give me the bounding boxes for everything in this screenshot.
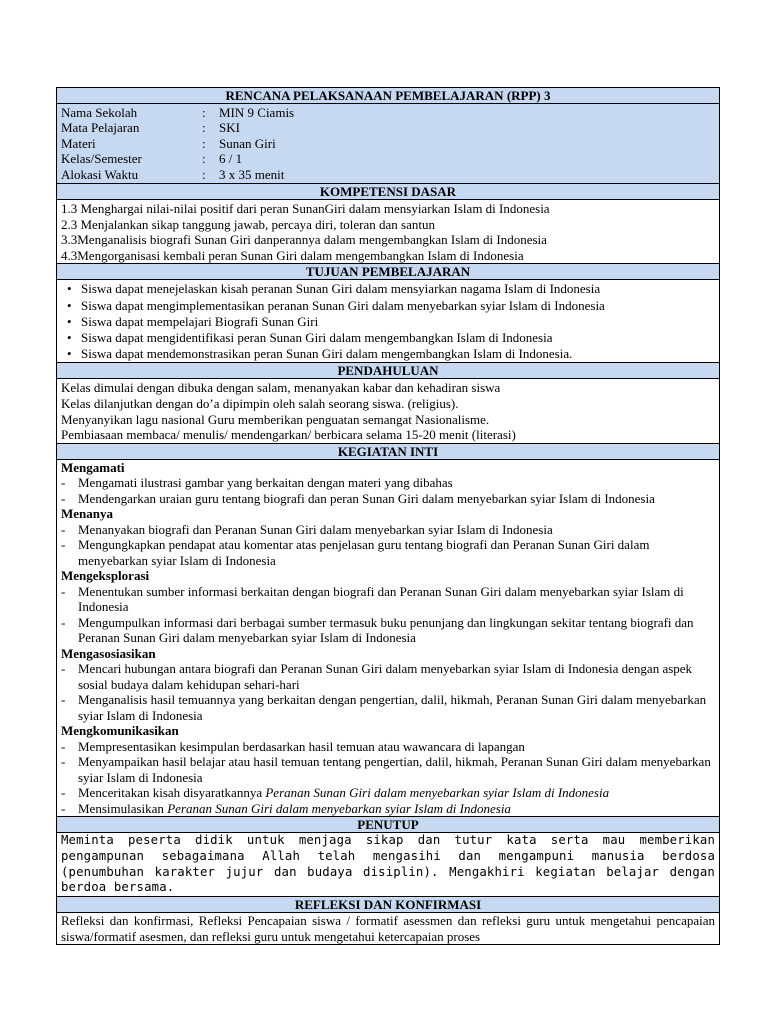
kd-item: 4.3Mengorganisasi kembali peran Sunan Giri dalam mengembangkan Islam di Indonesia [61,247,524,263]
list-item-text: Mengumpulkan informasi dari berbagai sumber termasuk buku penunjang dan lingkungan sekitar tentang biografi dan Peranan Sunan Giri dalam menyebarkan syiar Islam di Indonesia [78,614,694,646]
info-row-school [61,105,715,120]
pendahuluan-heading: PENDAHULUAN [57,363,719,379]
list-item: - Mempresentasikan kesimpulan berdasarkan hasil temuan atau wawancara di lapangan [61,739,715,755]
list-item-text: Menanyakan biografi dan Peranan Sunan Giri dalam menyebarkan syiar Islam di Indonesia [78,521,553,537]
list-item: • Siswa dapat mengimplementasikan peranan Sunan Giri dalam menyebarkan syiar Islam di Indonesia [61,298,715,314]
refleksi-text: Refleksi dan konfirmasi, Refleksi Pencapaian siswa / formatif asessmen dan refleksi guru untuk mengetahui pencapaian siswa/formatif asesmen, dan refleksi guru untuk mengetahui ketercapaian proses [57,913,719,945]
tujuan-heading: TUJUAN PEMBELAJARAN [57,264,719,280]
list-item-text: Menentukan sumber informasi berkaitan dengan biografi dan Peranan Sunan Giri dalam menyebarkan syiar Islam di Indonesia [78,583,684,615]
info-separator: : [202,166,206,182]
list-item: - Menganalisis hasil temuannya yang berkaitan dengan pengertian, dalil, hikmah, Peranan Sunan Giri dalam menyebarkan syiar Islam di Indonesia [61,692,715,723]
penutup-heading: PENUTUP [57,817,719,833]
kd-item: 3.3Menganalisis biografi Sunan Giri danperannya dalam mengembangkan Islam di Indonesia [61,232,547,248]
list-item-italic-text: Peranan Sunan Giri dalam menyebarkan syiar Islam di Indonesia [265,785,610,801]
info-separator: : [202,105,206,120]
list-item: • Siswa dapat mempelajari Biografi Sunan Giri [61,314,715,330]
info-label: Nama Sekolah [61,105,138,120]
info-label: Kelas/Semester [61,151,142,167]
subsection-title: Menanya [61,506,113,522]
info-separator: : [202,151,206,167]
list-item-text: Menganalisis hasil temuannya yang berkaitan dengan pengertian, dalil, hikmah, Peranan Sunan Giri dalam menyebarkan syiar Islam di Indonesia [78,692,707,723]
subsection-title: Mengkomunikasikan [61,723,179,739]
list-item-text: Mensimulasikan [78,800,168,816]
info-row-material [61,136,715,151]
list-item-italic-text: Peranan Sunan Giri dalam menyebarkan syiar Islam di Indonesia [167,800,511,816]
list-item: - Menanyakan biografi dan Peranan Sunan Giri dalam menyebarkan syiar Islam di Indonesia [61,522,715,538]
info-row-subject [61,120,715,135]
list-item: - Mengumpulkan informasi dari berbagai sumber termasuk buku penunjang dan lingkungan sekitar tentang biografi dan Peranan Sunan Giri dalam menyebarkan syiar Islam di Indonesia [61,615,715,646]
info-row-time [61,167,715,182]
pendahuluan-item: Kelas dimulai dengan dibuka dengan salam, menanyakan kabar dan kehadiran siswa [61,380,501,396]
info-separator: : [202,120,206,136]
list-item-text: Mengamati ilustrasi gambar yang berkaitan dengan materi yang dibahas [78,475,453,491]
list-item: • Siswa dapat mendemonstrasikan peran Sunan Giri dalam mengembangkan Islam di Indonesia. [61,346,715,362]
document-title: RENCANA PELAKSANAAN PEMBELAJARAN (RPP) 3 [57,88,719,104]
pendahuluan-item: Menyanyikan lagu nasional Guru memberikan penguatan semangat Nasionalisme. [61,411,490,427]
list-item: - Menceritakan kisah disyaratkannya Peranan Sunan Giri dalam menyebarkan syiar Islam di Indonesia [61,785,610,801]
list-item: - Menentukan sumber informasi berkaitan dengan biografi dan Peranan Sunan Giri dalam menyebarkan syiar Islam di Indonesia [61,584,715,615]
inti-section [57,460,719,818]
inti-heading: KEGIATAN INTI [57,444,719,460]
list-item: • Siswa dapat mengidentifikasi peran Sunan Giri dalam mengembangkan Islam di Indonesia [61,330,715,346]
info-label: Alokasi Waktu [61,166,139,182]
info-value: Sunan Giri [219,135,276,151]
info-value: SKI [219,120,240,136]
info-value: MIN 9 Ciamis [219,105,295,120]
list-item-text: Menceritakan kisah disyaratkannya [78,785,266,801]
tujuan-section [57,280,719,363]
list-item-text: Menyampaikan hasil belajar atau hasil temuan tentang pengertian, dalil, hikmah, Peranan Sunan Giri dalam menyebarkan syiar Islam di Indonesia [78,754,711,785]
list-item: - Mendengarkan uraian guru tentang biografi dan peran Sunan Giri dalam menyebarkan syiar Islam di Indonesia [61,491,715,507]
list-item: - Mengungkapkan pendapat atau komentar atas penjelasan guru tentang biografi dan Peranan Sunan Giri dalam menyebarkan syiar Islam di Indonesia [61,537,715,568]
info-row-class [61,151,715,166]
penutup-text: Meminta peserta didik untuk menjaga sikap dan tutur kata serta mau memberikan pengampunan sebagaimana Allah telah mengasihi dan mengampuni manusia berdosa (penumbuhan karakter jujur dan budaya disiplin). Mengakhiri kegiatan belajar dengan berdoa bersama. [57,833,719,897]
info-separator: : [202,135,206,151]
list-item: • Siswa dapat menejelaskan kisah peranan Sunan Giri dalam mensyiarkan nagama Islam di Indonesia [61,281,715,297]
list-item-text: Mempresentasikan kesimpulan berdasarkan hasil temuan atau wawancara di lapangan [78,738,525,754]
list-item: - Mensimulasikan Peranan Sunan Giri dalam menyebarkan syiar Islam di Indonesia [61,800,511,816]
kd-item: 1.3 Menghargai nilai-nilai positif dari peran SunanGiri dalam mensyiarkan Islam di Indonesia [61,200,550,216]
kd-heading: KOMPETENSI DASAR [57,184,719,200]
info-value: 6 / 1 [219,151,243,167]
list-item-text: Mendengarkan uraian guru tentang biografi dan peran Sunan Giri dalam menyebarkan syiar Islam di Indonesia [78,490,655,506]
identity-section [57,104,719,184]
rpp-table [56,87,720,945]
info-value: 3 x 35 menit [219,166,285,182]
kd-item: 2.3 Menjalankan sikap tanggung jawab, percaya diri, toleran dan santun [61,216,435,232]
info-label: Mata Pelajaran [61,120,140,136]
subsection-title: Mengeksplorasi [61,568,150,584]
refleksi-heading: REFLEKSI DAN KONFIRMASI [57,897,719,913]
subsection-title: Mengasosiasikan [61,645,156,661]
list-item-text: Mencari hubungan antara biografi dan Peranan Sunan Giri dalam menyebarkan syiar Islam di Indonesia dengan aspek sosial budaya dalam kehidupan sehari-hari [78,661,693,692]
list-item-text: Mengungkapkan pendapat atau komentar atas penjelasan guru tentang biografi dan Peranan Sunan Giri dalam menyebarkan syiar Islam di Indonesia [78,537,650,568]
list-item: - Mencari hubungan antara biografi dan Peranan Sunan Giri dalam menyebarkan syiar Islam di Indonesia dengan aspek sosial budaya dalam kehidupan sehari-hari [61,661,715,692]
list-item: - Menyampaikan hasil belajar atau hasil temuan tentang pengertian, dalil, hikmah, Peranan Sunan Giri dalam menyebarkan syiar Islam di Indonesia [61,754,715,785]
tujuan-list [61,281,715,362]
list-item: - Mengamati ilustrasi gambar yang berkaitan dengan materi yang dibahas [61,475,715,491]
pendahuluan-item: Pembiasaan membaca/ menulis/ mendengarkan/ berbicara selama 15-20 menit (literasi) [61,427,516,443]
subsection-title: Mengamati [61,459,125,475]
info-label: Materi [61,135,96,151]
pendahuluan-section [57,379,719,443]
pendahuluan-item: Kelas dilanjutkan dengan do’a dipimpin oleh salah seorang siswa. (religius). [61,395,459,411]
kd-section [57,200,719,264]
